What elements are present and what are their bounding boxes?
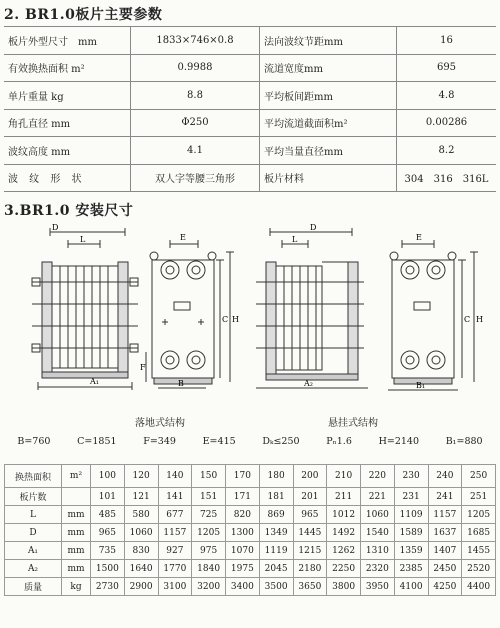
dimension-cell: 485 (91, 506, 125, 524)
dimension-cell: 1262 (327, 542, 361, 560)
param-value: Φ250 (131, 109, 260, 137)
param-row (4, 164, 496, 192)
param-value: 8.2 (397, 137, 497, 165)
param-row (4, 109, 496, 137)
param-value: 695 (397, 54, 497, 82)
param-label: 流道宽度mm (260, 54, 397, 82)
dimension-cell: 3800 (327, 578, 361, 596)
dimension-cell: 2385 (394, 560, 428, 578)
dimension-cell: 181 (259, 488, 293, 506)
dimension-cell: 3200 (192, 578, 226, 596)
dimension-cell: 3500 (259, 578, 293, 596)
dim-label-c: C (222, 315, 229, 324)
dim-label-h-right: H (476, 315, 483, 324)
dimension-cell: 1540 (361, 524, 395, 542)
dimension-cell: 1640 (124, 560, 158, 578)
dim-label-d: D (52, 223, 59, 232)
dimension-cell: 1060 (361, 506, 395, 524)
spec-value: Dₖ≤250 (262, 436, 300, 447)
dimension-row-unit: mm (62, 524, 91, 542)
dimension-cell: 2250 (327, 560, 361, 578)
dimension-row-unit (62, 488, 91, 506)
dimension-cell: 1157 (428, 506, 462, 524)
param-label: 有效换热面积 m² (4, 54, 131, 82)
param-row (4, 54, 496, 82)
spec-value: Pₙ1.6 (326, 436, 352, 447)
dimension-cell: 1157 (158, 524, 192, 542)
dimension-cell: 735 (91, 542, 125, 560)
spec-value: B₁=880 (445, 436, 483, 447)
dimension-cell: 2320 (361, 560, 395, 578)
dimension-cell: 4400 (462, 578, 496, 596)
dimension-row (5, 542, 496, 560)
dim-label-d-right: D (310, 223, 317, 232)
dimension-cell: 3100 (158, 578, 192, 596)
dimension-cell: 231 (394, 488, 428, 506)
dimension-cell: 211 (327, 488, 361, 506)
dim-label-a1: A₁ (90, 377, 99, 386)
param-value: 4.1 (131, 137, 260, 165)
dimension-row-label: D (5, 524, 62, 542)
dimension-cell: 1205 (192, 524, 226, 542)
dimension-cell: 3400 (226, 578, 260, 596)
dimension-cell: 869 (259, 506, 293, 524)
dimension-cell: 1300 (226, 524, 260, 542)
dimension-cell: 2520 (462, 560, 496, 578)
param-label: 角孔直径 mm (4, 109, 131, 137)
dimension-cell: 250 (462, 465, 496, 488)
dim-label-b1: B₁ (416, 381, 426, 390)
dimension-cell: 241 (428, 488, 462, 506)
dimension-cell: 101 (91, 488, 125, 506)
dimension-cell: 1500 (91, 560, 125, 578)
dimension-cell: 171 (226, 488, 260, 506)
param-row (4, 137, 496, 165)
dimension-row-label: 换热面积 (5, 465, 62, 488)
dimension-cell: 1492 (327, 524, 361, 542)
dim-label-e-right: E (416, 233, 422, 242)
dimension-cell: 1215 (293, 542, 327, 560)
dimension-row-unit: mm (62, 506, 91, 524)
dimension-cell: 151 (192, 488, 226, 506)
dimension-cell: 3650 (293, 578, 327, 596)
dim-label-a2: A₂ (304, 379, 313, 388)
dimension-cell: 140 (158, 465, 192, 488)
spec-value: E=415 (202, 436, 236, 447)
hanging-side-view-drawing (252, 222, 372, 392)
dimension-cell: 4100 (394, 578, 428, 596)
dimension-cell: 580 (124, 506, 158, 524)
dim-label-l-right: L (292, 235, 298, 244)
dimension-cell: 200 (293, 465, 327, 488)
hanging-front-view-drawing (384, 222, 494, 392)
dimension-cell: 1637 (428, 524, 462, 542)
dimension-cell: 1012 (327, 506, 361, 524)
spec-value: C=1851 (77, 436, 117, 447)
param-label: 平均板间距mm (260, 82, 397, 110)
dimension-cell: 2180 (293, 560, 327, 578)
dimension-cell: 1975 (226, 560, 260, 578)
param-label: 单片重量 kg (4, 82, 131, 110)
param-value: 16 (397, 27, 497, 55)
dimension-cell: 965 (91, 524, 125, 542)
dimension-cell: 1119 (259, 542, 293, 560)
dimension-cell: 2450 (428, 560, 462, 578)
dim-label-b: B (178, 379, 184, 388)
dimension-row-unit: mm (62, 542, 91, 560)
dimension-cell: 230 (394, 465, 428, 488)
plate-parameter-table (4, 26, 496, 192)
param-value: 0.9988 (131, 54, 260, 82)
param-label: 板片材料 (260, 164, 397, 192)
param-value: 8.8 (131, 82, 260, 110)
spec-value: B=760 (17, 436, 51, 447)
dimension-cell: 220 (361, 465, 395, 488)
dimension-row (5, 506, 496, 524)
dimension-cell: 4250 (428, 578, 462, 596)
dimension-cell: 975 (192, 542, 226, 560)
dimension-row-unit: mm (62, 560, 91, 578)
dimension-cell: 141 (158, 488, 192, 506)
dimension-row (5, 488, 496, 506)
dimension-row-unit: m² (62, 465, 91, 488)
dimension-cell: 1109 (394, 506, 428, 524)
dim-label-e: E (180, 233, 186, 242)
dimension-cell: 820 (226, 506, 260, 524)
spec-values-line (4, 436, 496, 447)
dimension-cell: 3950 (361, 578, 395, 596)
dimension-cell: 1445 (293, 524, 327, 542)
installation-drawings (0, 222, 500, 412)
dimension-row-label: L (5, 506, 62, 524)
dimension-cell: 725 (192, 506, 226, 524)
dimension-row-label: A₂ (5, 560, 62, 578)
dimension-cell: 150 (192, 465, 226, 488)
param-value: 4.8 (397, 82, 497, 110)
dimension-row (5, 524, 496, 542)
dimension-cell: 830 (124, 542, 158, 560)
section-title-install-dims: 3.BR1.0 安装尺寸 (4, 203, 134, 219)
dimension-cell: 1070 (226, 542, 260, 560)
dimension-row-label: A₁ (5, 542, 62, 560)
spec-value: H=2140 (378, 436, 419, 447)
dimension-cell: 2730 (91, 578, 125, 596)
param-value: 双人字等腰三角形 (131, 164, 260, 192)
param-label: 法向波纹节距mm (260, 27, 397, 55)
param-label: 波 纹 形 状 (4, 164, 131, 192)
dimension-cell: 251 (462, 488, 496, 506)
dimension-cell: 2045 (259, 560, 293, 578)
param-value: 0.00286 (397, 109, 497, 137)
dimension-cell: 2900 (124, 578, 158, 596)
dimension-cell: 677 (158, 506, 192, 524)
dimension-cell: 121 (124, 488, 158, 506)
dimension-row-unit: kg (62, 578, 91, 596)
floor-front-view-drawing (140, 222, 240, 392)
section-title-plate-params: 2. BR1.0板片主要参数 (4, 7, 163, 23)
param-row (4, 82, 496, 110)
dim-label-f: F (140, 363, 146, 372)
floor-side-view-drawing (20, 222, 140, 392)
dimension-cell: 927 (158, 542, 192, 560)
dimension-table (4, 464, 496, 596)
dimension-cell: 240 (428, 465, 462, 488)
dimension-row (5, 560, 496, 578)
spec-value: F=349 (143, 436, 176, 447)
caption-hanging: 悬挂式结构 (328, 418, 378, 429)
param-value: 304 316 316L (397, 164, 497, 192)
dim-label-l: L (80, 235, 86, 244)
param-label: 板片外型尺寸 mm (4, 27, 131, 55)
dimension-cell: 1310 (361, 542, 395, 560)
dimension-cell: 221 (361, 488, 395, 506)
param-row (4, 27, 496, 55)
dimension-cell: 1359 (394, 542, 428, 560)
param-value: 1833×746×0.8 (131, 27, 260, 55)
param-label: 平均当量直径mm (260, 137, 397, 165)
dimension-cell: 1840 (192, 560, 226, 578)
dimension-row-label: 质量 (5, 578, 62, 596)
dimension-row (5, 465, 496, 488)
dimension-cell: 1455 (462, 542, 496, 560)
dimension-cell: 180 (259, 465, 293, 488)
dimension-row (5, 578, 496, 596)
caption-floor-standing: 落地式结构 (135, 418, 185, 429)
param-label: 波纹高度 mm (4, 137, 131, 165)
dimension-cell: 1349 (259, 524, 293, 542)
dimension-cell: 120 (124, 465, 158, 488)
dimension-row-label: 板片数 (5, 488, 62, 506)
dimension-cell: 201 (293, 488, 327, 506)
dim-label-c-right: C (464, 315, 471, 324)
param-label: 平均流道截面积m² (260, 109, 397, 137)
dimension-cell: 1060 (124, 524, 158, 542)
dim-label-h: H (232, 315, 239, 324)
dimension-cell: 1685 (462, 524, 496, 542)
dimension-cell: 1205 (462, 506, 496, 524)
dimension-cell: 1407 (428, 542, 462, 560)
dimension-cell: 170 (226, 465, 260, 488)
dimension-cell: 1589 (394, 524, 428, 542)
dimension-cell: 965 (293, 506, 327, 524)
dimension-cell: 100 (91, 465, 125, 488)
dimension-cell: 210 (327, 465, 361, 488)
dimension-cell: 1770 (158, 560, 192, 578)
